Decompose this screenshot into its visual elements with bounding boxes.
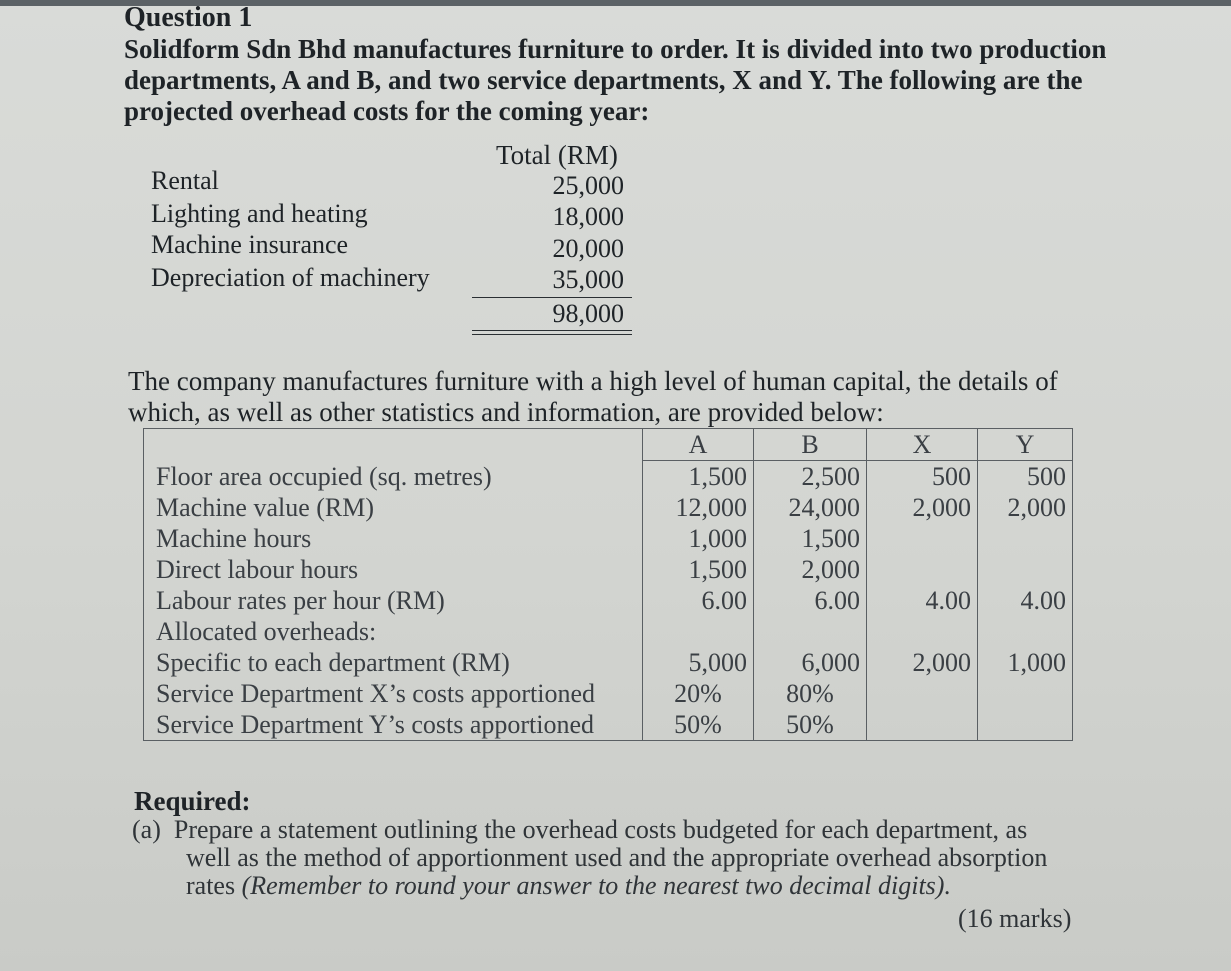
table-header-row [144,429,1073,461]
company-line: which, as well as other statistics and information, are provided below: [128,397,884,427]
cell-b: 1,500 [754,523,867,554]
cell-x [867,554,978,585]
cell-x: 2,000 [867,647,978,678]
cell-y [978,709,1073,741]
row-label: Machine hours [144,523,643,554]
required-line: well as the method of apportionment used and the appropriate overhead absorption [186,843,1048,872]
cell-y [978,554,1073,585]
column-header-x: X [867,429,978,461]
cell-x: 4.00 [867,585,978,616]
row-label: Labour rates per hour (RM) [144,585,643,616]
row-label: Allocated overheads: [144,616,643,647]
column-header-b: B [754,429,867,461]
overhead-label-rental: Rental [151,166,219,195]
table-row [144,647,1073,678]
row-label: Service Department X’s costs apportioned [144,678,643,709]
row-label: Service Department Y’s costs apportioned [144,709,643,741]
intro-line: Solidform Sdn Bhd manufactures furniture to order. It is divided into two production [124,34,1107,64]
cell-x [867,678,978,709]
column-header-y: Y [978,429,1073,461]
table-row [144,523,1073,554]
question-title: Question 1 [124,2,253,33]
subtotal-rule [472,297,632,298]
cell-a: 5,000 [643,647,754,678]
overhead-total-value: 98,000 [552,299,624,328]
cell-b: 80% [754,678,867,709]
overheads-total-header: Total (RM) [496,140,618,170]
cell-x [867,709,978,741]
cell-a: 1,000 [643,523,754,554]
table-row [144,492,1073,523]
total-double-rule [472,330,632,335]
cell-b: 50% [754,709,867,741]
overhead-value-insurance: 20,000 [552,234,624,263]
intro-line: projected overhead costs for the coming year: [124,96,650,126]
cell-b: 2,500 [754,461,867,493]
table-row [144,709,1073,741]
cell-b: 24,000 [754,492,867,523]
cell-b: 2,000 [754,554,867,585]
item-label: (a) [132,815,161,844]
table-row [144,678,1073,709]
table-row [144,616,1073,647]
required-text: rates [186,871,242,900]
cell-x [867,523,978,554]
question-intro [124,34,1107,127]
overhead-value-rental: 25,000 [552,171,624,200]
cell-b: 6.00 [754,585,867,616]
marks-allocation: (16 marks) [958,904,1072,933]
rounding-note: (Remember to round your answer to the nearest two decimal digits). [241,871,951,900]
intro-line: departments, A and B, and two service departments, X and Y. The following are the [124,65,1083,95]
table-row [144,554,1073,585]
cell-a: 1,500 [643,461,754,493]
required-line [132,872,1047,900]
table-row [144,461,1073,493]
cell-y: 4.00 [978,585,1073,616]
table-header-blank [144,429,643,461]
cell-y [978,616,1073,647]
table-row [144,585,1073,616]
cell-x: 2,000 [867,492,978,523]
cell-a: 12,000 [643,492,754,523]
overhead-value-lighting: 18,000 [552,202,624,231]
cell-x: 500 [867,461,978,493]
cell-a: 6.00 [643,585,754,616]
department-statistics-table [143,428,1073,741]
overhead-label-lighting: Lighting and heating [151,199,368,228]
cell-a: 20% [643,678,754,709]
cell-a: 50% [643,709,754,741]
row-label: Floor area occupied (sq. metres) [144,461,643,493]
overhead-label-depreciation: Depreciation of machinery [151,263,430,292]
overhead-label-insurance: Machine insurance [151,230,349,259]
cell-a: 1,500 [643,554,754,585]
cell-y: 2,000 [978,492,1073,523]
company-line: The company manufactures furniture with a high level of human capital, the details of [128,366,1058,396]
required-line [132,816,1047,844]
required-part-a [132,816,1047,900]
overhead-value-depreciation: 35,000 [552,265,624,294]
cell-y [978,523,1073,554]
row-label: Specific to each department (RM) [144,647,643,678]
row-label: Machine value (RM) [144,492,643,523]
cell-b [754,616,867,647]
required-heading: Required: [134,786,251,816]
row-label: Direct labour hours [144,554,643,585]
cell-x [867,616,978,647]
cell-y [978,678,1073,709]
company-description [128,366,1058,428]
cell-y: 500 [978,461,1073,493]
cell-a [643,616,754,647]
required-text: Prepare a statement outlining the overhead costs budgeted for each department, as [173,815,1028,844]
column-header-a: A [643,429,754,461]
cell-b: 6,000 [754,647,867,678]
cell-y: 1,000 [978,647,1073,678]
